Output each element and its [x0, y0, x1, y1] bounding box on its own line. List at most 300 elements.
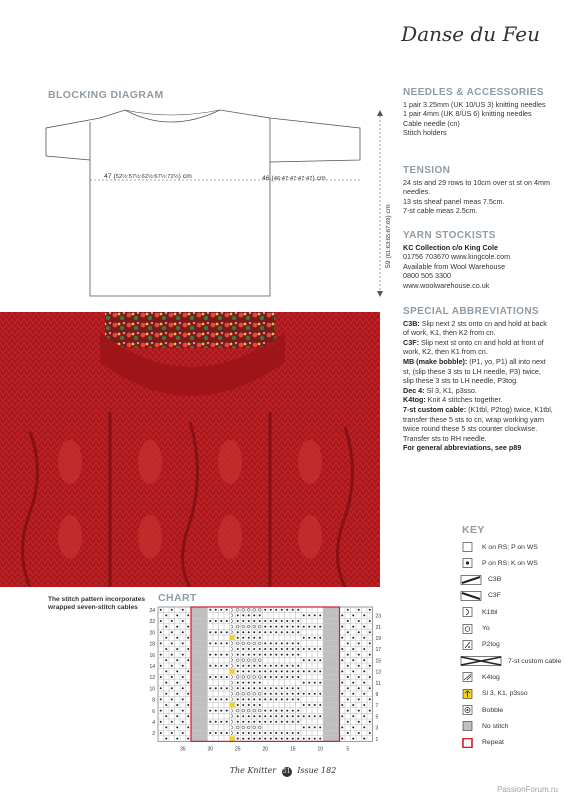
- k4tog-icon: [460, 672, 476, 682]
- chart-purl-dot: [187, 670, 189, 672]
- chart-purl-dot: [237, 715, 239, 717]
- chart-cell-nostitch: [334, 730, 340, 736]
- chart-purl-dot: [242, 682, 244, 684]
- chart-purl-dot: [363, 726, 365, 728]
- key-item-empty: [460, 540, 538, 554]
- chart-purl-dot: [275, 693, 277, 695]
- chart-bobble-cell: [230, 669, 235, 674]
- chart-purl-dot: [286, 620, 288, 622]
- chart-row-label-right: 17: [375, 647, 382, 654]
- chart-purl-dot: [171, 631, 173, 633]
- chart-purl-dot: [341, 715, 343, 717]
- page-footer: The Knitter 51 Issue 182: [229, 766, 337, 775]
- k1tbl-icon: [460, 607, 476, 617]
- chart-purl-dot: [215, 710, 217, 712]
- chart-purl-dot: [358, 631, 360, 633]
- chart-purl-dot: [226, 721, 228, 723]
- chart-purl-dot: [248, 721, 250, 723]
- chart-purl-dot: [281, 626, 283, 628]
- chart-purl-dot: [160, 721, 162, 723]
- dot-icon: [460, 558, 476, 568]
- chart-purl-dot: [369, 665, 371, 667]
- chart-purl-dot: [303, 614, 305, 616]
- chart-purl-dot: [264, 710, 266, 712]
- chart-purl-dot: [352, 648, 354, 650]
- chart-purl-dot: [275, 654, 277, 656]
- chart-row-label-left: 12: [149, 675, 155, 682]
- chart-col-label: 30: [207, 746, 214, 753]
- stitch-chart: [144, 600, 414, 760]
- chart-purl-dot: [341, 670, 343, 672]
- chart-purl-dot: [176, 648, 178, 650]
- chart-purl-dot: [347, 721, 349, 723]
- chart-purl-dot: [253, 732, 255, 734]
- chart-cell-nostitch: [202, 685, 208, 691]
- chart-purl-dot: [341, 637, 343, 639]
- chart-cell-nostitch: [323, 652, 329, 658]
- chart-purl-dot: [187, 682, 189, 684]
- chart-cell-nostitch: [197, 719, 203, 725]
- key-item-label: Bobble: [482, 706, 504, 714]
- chart-cell-nostitch: [202, 680, 208, 686]
- chart-cell-nostitch: [191, 713, 197, 719]
- chart-purl-dot: [363, 659, 365, 661]
- chart-purl-dot: [176, 614, 178, 616]
- chart-purl-dot: [270, 732, 272, 734]
- chart-purl-dot: [259, 738, 261, 740]
- chart-purl-dot: [209, 654, 211, 656]
- chart-purl-dot: [237, 732, 239, 734]
- chart-purl-dot: [259, 721, 261, 723]
- chart-row-label-left: 18: [149, 641, 155, 648]
- chart-purl-dot: [220, 698, 222, 700]
- chart-cell-nostitch: [329, 697, 335, 703]
- chart-purl-dot: [363, 637, 365, 639]
- chart-purl-dot: [314, 614, 316, 616]
- chart-cell-nostitch: [334, 624, 340, 630]
- chart-row-label-left: 24: [149, 608, 155, 615]
- chart-purl-dot: [319, 715, 321, 717]
- chart-purl-dot: [341, 648, 343, 650]
- chart-purl-dot: [209, 698, 211, 700]
- chart-purl-dot: [281, 670, 283, 672]
- chart-purl-dot: [292, 732, 294, 734]
- chart-purl-dot: [176, 738, 178, 740]
- chart-purl-dot: [347, 687, 349, 689]
- key-item-label: No stitch: [482, 722, 509, 730]
- chart-col-label: 15: [289, 746, 296, 753]
- abbrev-item: Dec 4: Sl 3, K1, p3sso.: [403, 385, 477, 395]
- chart-purl-dot: [347, 698, 349, 700]
- chart-purl-dot: [220, 665, 222, 667]
- chart-purl-dot: [281, 609, 283, 611]
- chart-purl-dot: [270, 710, 272, 712]
- chart-purl-dot: [242, 637, 244, 639]
- chart-purl-dot: [363, 648, 365, 650]
- yarn-heading: YARN STOCKISTS: [403, 230, 496, 241]
- chart-purl-dot: [270, 721, 272, 723]
- chart-purl-dot: [303, 715, 305, 717]
- chart-purl-dot: [281, 648, 283, 650]
- chart-purl-dot: [319, 670, 321, 672]
- chart-purl-dot: [358, 654, 360, 656]
- chart-purl-dot: [347, 609, 349, 611]
- chart-purl-dot: [242, 648, 244, 650]
- chart-cell-nostitch: [323, 607, 329, 613]
- chart-purl-dot: [237, 682, 239, 684]
- chart-purl-dot: [292, 676, 294, 678]
- chart-purl-dot: [275, 687, 277, 689]
- chart-purl-dot: [275, 665, 277, 667]
- chart-purl-dot: [292, 609, 294, 611]
- chart-purl-dot: [171, 620, 173, 622]
- yo-icon: [460, 624, 476, 634]
- chart-purl-dot: [270, 665, 272, 667]
- chart-purl-dot: [176, 715, 178, 717]
- chart-cell-nostitch: [202, 663, 208, 669]
- page-number: 51: [282, 768, 291, 775]
- chart-purl-dot: [209, 609, 211, 611]
- chart-cell-nostitch: [202, 691, 208, 697]
- chart-purl-dot: [259, 682, 261, 684]
- chart-purl-dot: [215, 676, 217, 678]
- chart-purl-dot: [319, 659, 321, 661]
- chart-purl-dot: [259, 715, 261, 717]
- chart-purl-dot: [308, 682, 310, 684]
- chart-row-label-right: 5: [375, 714, 379, 721]
- chart-purl-dot: [242, 670, 244, 672]
- chart-cell-nostitch: [329, 641, 335, 647]
- chart-purl-dot: [237, 614, 239, 616]
- chart-purl-dot: [248, 654, 250, 656]
- chart-purl-dot: [341, 704, 343, 706]
- chart-cell-nostitch: [334, 680, 340, 686]
- length-label: 59 (61:63:65:67:69) cm: [385, 204, 392, 268]
- chart-purl-dot: [369, 687, 371, 689]
- chart-purl-dot: [253, 614, 255, 616]
- chart-purl-dot: [171, 676, 173, 678]
- chart-row-label-right: 15: [375, 658, 382, 665]
- chart-cell-nostitch: [202, 657, 208, 663]
- tension-section: TENSION 24 sts and 29 rows to 10cm over st st on 4mm needles. 13 sts sheaf panel meas 7.5cm. 7-st cable meas 2.5cm.: [403, 166, 553, 216]
- chart-cell-nostitch: [329, 629, 335, 635]
- chart-cell-nostitch: [202, 629, 208, 635]
- chart-cell-nostitch: [334, 674, 340, 680]
- chart-purl-dot: [297, 620, 299, 622]
- chart-purl-dot: [226, 732, 228, 734]
- chart-purl-dot: [187, 738, 189, 740]
- chart-purl-dot: [226, 642, 228, 644]
- chart-purl-dot: [314, 738, 316, 740]
- chart-purl-dot: [270, 670, 272, 672]
- chart-purl-dot: [297, 670, 299, 672]
- chart-purl-dot: [286, 687, 288, 689]
- chart-purl-dot: [215, 665, 217, 667]
- chart-purl-dot: [187, 659, 189, 661]
- chart-purl-dot: [292, 738, 294, 740]
- chart-cell-nostitch: [323, 713, 329, 719]
- chart-cell-nostitch: [202, 618, 208, 624]
- chart-purl-dot: [363, 715, 365, 717]
- chart-purl-dot: [352, 726, 354, 728]
- key-item-label: C3F: [488, 592, 501, 600]
- chart-purl-dot: [319, 682, 321, 684]
- dec4-icon: [460, 689, 476, 699]
- chart-purl-dot: [358, 620, 360, 622]
- p2tog-icon: [460, 640, 476, 650]
- watermark: PassionForum.ru: [497, 785, 558, 794]
- chart-cell-nostitch: [334, 613, 340, 619]
- chart-purl-dot: [242, 665, 244, 667]
- chart-purl-dot: [253, 670, 255, 672]
- chart-purl-dot: [292, 721, 294, 723]
- chart-purl-dot: [292, 687, 294, 689]
- chart-purl-dot: [286, 676, 288, 678]
- chart-purl-dot: [248, 670, 250, 672]
- chart-purl-dot: [275, 626, 277, 628]
- chart-purl-dot: [369, 676, 371, 678]
- chart-cell-nostitch: [323, 669, 329, 675]
- chart-purl-dot: [270, 609, 272, 611]
- chart-purl-dot: [209, 620, 211, 622]
- key-item-yo: [460, 622, 490, 636]
- chart-cell-nostitch: [197, 663, 203, 669]
- chart-purl-dot: [369, 732, 371, 734]
- chart-purl-dot: [297, 693, 299, 695]
- chart-purl-dot: [270, 693, 272, 695]
- chart-purl-dot: [226, 665, 228, 667]
- chart-cell-nostitch: [197, 713, 203, 719]
- chart-cell-nostitch: [191, 691, 197, 697]
- chart-cell-nostitch: [202, 624, 208, 630]
- chart-cell-nostitch: [197, 697, 203, 703]
- chart-cell-nostitch: [334, 663, 340, 669]
- chart-purl-dot: [248, 704, 250, 706]
- chart-cell-nostitch: [329, 624, 335, 630]
- chart-cell-nostitch: [329, 685, 335, 691]
- chart-purl-dot: [308, 704, 310, 706]
- chart-cell-nostitch: [191, 646, 197, 652]
- chart-purl-dot: [253, 704, 255, 706]
- chart-cell-nostitch: [197, 624, 203, 630]
- chart-cell-nostitch: [191, 624, 197, 630]
- chart-row-label-left: 22: [149, 619, 155, 626]
- chart-purl-dot: [264, 698, 266, 700]
- chart-row-label-right: 3: [375, 725, 379, 732]
- chart-purl-dot: [160, 620, 162, 622]
- chart-cell-nostitch: [191, 736, 197, 742]
- chart-purl-dot: [352, 682, 354, 684]
- chart-purl-dot: [341, 614, 343, 616]
- chart-purl-dot: [220, 642, 222, 644]
- chart-purl-dot: [187, 726, 189, 728]
- chart-purl-dot: [165, 726, 167, 728]
- chart-purl-dot: [176, 637, 178, 639]
- key-item-label: Sl 3, K1, p3sso: [482, 690, 528, 698]
- chart-purl-dot: [160, 654, 162, 656]
- chart-purl-dot: [358, 687, 360, 689]
- key-item-dec4: [460, 687, 528, 701]
- chart-purl-dot: [270, 620, 272, 622]
- chart-purl-dot: [259, 670, 261, 672]
- chart-purl-dot: [363, 693, 365, 695]
- needles-section: NEEDLES & ACCESSORIES 1 pair 3.25mm (UK 10/US 3) knitting needles 1 pair 4mm (UK 8/US 6) knitting needles Cable needle (cn) Stitch holders: [403, 88, 553, 138]
- chart-purl-dot: [237, 631, 239, 633]
- chart-purl-dot: [308, 670, 310, 672]
- chart-purl-dot: [270, 738, 272, 740]
- chart-purl-dot: [187, 626, 189, 628]
- chart-purl-dot: [347, 710, 349, 712]
- chart-purl-dot: [248, 631, 250, 633]
- chart-purl-dot: [286, 609, 288, 611]
- chart-purl-dot: [209, 687, 211, 689]
- chart-cell-nostitch: [323, 736, 329, 742]
- chart-purl-dot: [182, 631, 184, 633]
- chart-cell-nostitch: [334, 736, 340, 742]
- chart-row-label-left: 10: [149, 686, 155, 693]
- chart-purl-dot: [165, 738, 167, 740]
- chart-purl-dot: [292, 710, 294, 712]
- chart-cell-nostitch: [202, 736, 208, 742]
- chart-purl-dot: [182, 698, 184, 700]
- chart-purl-dot: [248, 665, 250, 667]
- chart-purl-dot: [209, 721, 211, 723]
- chart-purl-dot: [314, 682, 316, 684]
- chart-cell-nostitch: [329, 680, 335, 686]
- chart-purl-dot: [215, 654, 217, 656]
- chart-purl-dot: [171, 732, 173, 734]
- bobble-icon: [460, 705, 476, 715]
- chart-row-label-right: 23: [375, 613, 382, 620]
- chart-purl-dot: [286, 648, 288, 650]
- c3f-icon: [460, 591, 482, 601]
- chart-purl-dot: [275, 738, 277, 740]
- chart-cell-nostitch: [329, 635, 335, 641]
- chart-purl-dot: [286, 738, 288, 740]
- chart-purl-dot: [369, 631, 371, 633]
- chart-purl-dot: [369, 620, 371, 622]
- key-item-dot: [460, 556, 538, 570]
- chart-cell-nostitch: [202, 669, 208, 675]
- chart-purl-dot: [215, 609, 217, 611]
- chart-purl-dot: [352, 614, 354, 616]
- chart-purl-dot: [270, 648, 272, 650]
- chart-cell-nostitch: [329, 719, 335, 725]
- chart-purl-dot: [314, 659, 316, 661]
- chart-cell-nostitch: [334, 702, 340, 708]
- chart-purl-dot: [220, 654, 222, 656]
- chart-purl-dot: [319, 704, 321, 706]
- chart-purl-dot: [270, 715, 272, 717]
- chart-cell-nostitch: [323, 613, 329, 619]
- chart-purl-dot: [220, 710, 222, 712]
- chart-purl-dot: [303, 659, 305, 661]
- chart-row-label-left: 14: [149, 664, 155, 671]
- chart-purl-dot: [292, 715, 294, 717]
- chart-purl-dot: [308, 614, 310, 616]
- chart-cell-nostitch: [323, 674, 329, 680]
- chart-purl-dot: [237, 648, 239, 650]
- chart-purl-dot: [286, 631, 288, 633]
- chart-purl-dot: [264, 665, 266, 667]
- chart-purl-dot: [352, 659, 354, 661]
- chart-purl-dot: [281, 721, 283, 723]
- chart-purl-dot: [286, 626, 288, 628]
- chart-purl-dot: [286, 715, 288, 717]
- chart-purl-dot: [363, 704, 365, 706]
- chart-purl-dot: [253, 687, 255, 689]
- chart-purl-dot: [182, 665, 184, 667]
- chart-cell-nostitch: [197, 702, 203, 708]
- chart-purl-dot: [182, 620, 184, 622]
- chart-cell-nostitch: [197, 669, 203, 675]
- chart-purl-dot: [314, 715, 316, 717]
- chart-cell-nostitch: [334, 629, 340, 635]
- chart-purl-dot: [264, 693, 266, 695]
- chart-purl-dot: [292, 698, 294, 700]
- chart-purl-dot: [363, 614, 365, 616]
- chart-purl-dot: [281, 642, 283, 644]
- chart-cell-nostitch: [323, 618, 329, 624]
- key-item-k4tog: [460, 670, 500, 684]
- chart-purl-dot: [341, 659, 343, 661]
- chart-cell-nostitch: [329, 663, 335, 669]
- chart-purl-dot: [259, 687, 261, 689]
- chart-purl-dot: [281, 732, 283, 734]
- chart-cell-nostitch: [197, 646, 203, 652]
- chart-cell-nostitch: [202, 719, 208, 725]
- chart-purl-dot: [215, 732, 217, 734]
- tension-heading: TENSION: [403, 165, 451, 176]
- chart-purl-dot: [281, 654, 283, 656]
- chart-purl-dot: [187, 715, 189, 717]
- chart-purl-dot: [281, 687, 283, 689]
- chart-purl-dot: [347, 732, 349, 734]
- chart-purl-dot: [314, 693, 316, 695]
- chart-purl-dot: [275, 648, 277, 650]
- chart-purl-dot: [286, 710, 288, 712]
- chart-row-label-right: 13: [375, 669, 382, 676]
- chart-row-label-left: 6: [152, 708, 155, 715]
- chart-purl-dot: [226, 687, 228, 689]
- chart-purl-dot: [248, 732, 250, 734]
- chart-purl-dot: [182, 642, 184, 644]
- chart-cell-nostitch: [197, 618, 203, 624]
- chart-purl-dot: [286, 732, 288, 734]
- chart-cell-nostitch: [323, 725, 329, 731]
- chart-purl-dot: [259, 631, 261, 633]
- chart-purl-dot: [220, 676, 222, 678]
- chart-purl-dot: [242, 631, 244, 633]
- chart-purl-dot: [264, 687, 266, 689]
- chart-purl-dot: [292, 620, 294, 622]
- chart-purl-dot: [308, 738, 310, 740]
- key-item-label: 7-st custom cable: [508, 657, 562, 665]
- chart-purl-dot: [253, 654, 255, 656]
- chart-purl-dot: [352, 704, 354, 706]
- chart-row-label-right: 11: [375, 680, 381, 687]
- chart-cell-nostitch: [197, 730, 203, 736]
- chart-cell-nostitch: [197, 674, 203, 680]
- chart-purl-dot: [160, 665, 162, 667]
- chart-purl-dot: [352, 693, 354, 695]
- chart-cell-nostitch: [329, 657, 335, 663]
- chart-col-label: 20: [262, 746, 269, 753]
- chart-cell-nostitch: [191, 685, 197, 691]
- chart-cell-nostitch: [197, 613, 203, 619]
- chart-purl-dot: [303, 670, 305, 672]
- chart-cell-nostitch: [191, 674, 197, 680]
